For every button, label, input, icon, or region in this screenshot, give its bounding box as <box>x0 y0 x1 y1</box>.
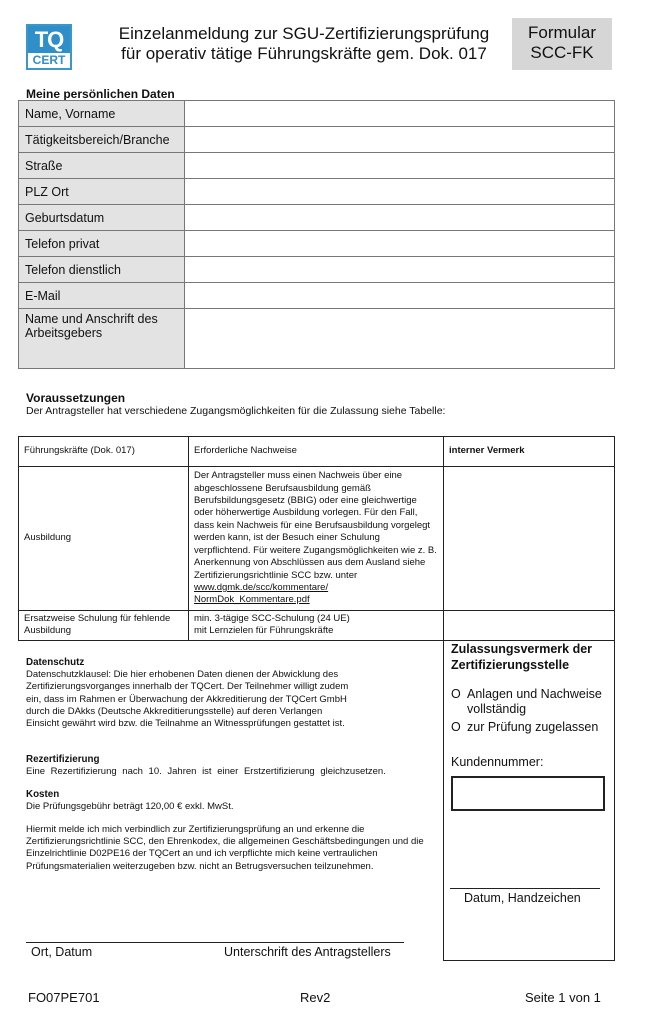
training-line: mit Lernzielen für Führungskräfte <box>194 625 334 637</box>
signature-line[interactable] <box>26 942 404 943</box>
column-header: interner Vermerk <box>444 437 615 467</box>
radio-circle-icon[interactable]: O <box>451 687 461 701</box>
logo-top-text: TQ <box>28 26 70 53</box>
table-row <box>19 153 615 179</box>
requirements-intro: Der Antragsteller hat verschiedene Zugangsmöglichkeiten für die Zulassung siehe Tabelle: <box>26 405 446 417</box>
datenschutz-title: Datenschutz <box>26 657 85 668</box>
personal-data-table <box>18 100 615 369</box>
requirements-title: Voraussetzungen <box>26 391 126 405</box>
option-admitted[interactable] <box>451 720 607 735</box>
field-label: Tätigkeitsbereich/Branche <box>19 127 185 153</box>
datenschutz-text: Datenschutzklausel: Die hier erhobenen Daten dienen der Abwicklung des Zertifizierungsvorganges innerhalb der TQCert. Der Teilnehmer willigt zudem ein, dass im Rahmen er Überwachung der Akkreditierung der TQCert GmbH durch die DAkks (Deutsche Akkreditierungsstelle) auf deren Verlangen Einsicht gewährt wird bzw. die Teilnahme an Witnessprüfungen gestattet ist. <box>26 669 349 730</box>
logo-bottom-text: CERT <box>32 53 66 67</box>
requirement-text: Der Antragsteller muss einen Nachweis über eine abgeschlossene Berufsausbildung gemäß Berufsbildungsgesetz (BBIG) oder eine gleichwertige oder höherwertige Ausbildung vorlegen. Für den Fall, dass kein Nachweis für eine Berufsausbildung vorgelegt werden kann, ist der Besuch einer Schulung verpflichtend. Für weitere Zugangsmöglichkeiten wie z. B. Anerkennung von Abschlüssen aus dem Ausland siehe Zertifizierungsrichtlinie SCC bzw. unter <box>194 470 437 581</box>
field-label: Straße <box>19 153 185 179</box>
page-number: Seite 1 von 1 <box>525 990 601 1005</box>
column-header: Führungskräfte (Dok. 017) <box>19 437 189 467</box>
datum-handzeichen-label: Datum, Handzeichen <box>464 891 581 905</box>
title-line-1: Einzelanmeldung zur SGU-Zertifizierungsprüfung <box>118 24 490 43</box>
option-complete-label: Anlagen und Nachweise vollständig <box>467 687 602 716</box>
table-row <box>19 611 615 641</box>
title-line-2: für operativ tätige Führungskräfte gem. Dok. 017 <box>121 44 487 63</box>
row-text <box>189 467 444 611</box>
datum-line <box>450 888 600 889</box>
kundennummer-label: Kundennummer: <box>451 755 544 769</box>
table-row <box>19 205 615 231</box>
revision: Rev2 <box>300 990 331 1005</box>
employer-field[interactable] <box>185 309 615 369</box>
radio-circle-icon[interactable]: O <box>451 720 461 734</box>
phone-private-field[interactable] <box>185 231 615 257</box>
table-row <box>19 309 615 369</box>
signature-label: Unterschrift des Antragstellers <box>224 945 391 959</box>
rezert-text: Eine Rezertifizierung nach 10. Jahren ist einer Erstzertifizierung gleichzusetzen. <box>26 766 386 778</box>
table-row <box>19 127 615 153</box>
table-row <box>19 231 615 257</box>
rezert-title: Rezertifizierung <box>26 754 100 765</box>
field-label: PLZ Ort <box>19 179 185 205</box>
kosten-text: Die Prüfungsgebühr beträgt 120,00 € exkl. MwSt. <box>26 801 234 813</box>
kosten-block <box>26 789 440 813</box>
place-date-label: Ort, Datum <box>31 945 93 959</box>
zulassung-title: Zulassungsvermerk der Zertifizierungsstelle <box>451 642 593 672</box>
training-line: min. 3-tägige SCC-Schulung (24 UE) <box>194 613 350 624</box>
kommentare-link[interactable]: www.dgmk.de/scc/kommentare/ NormDok_Kommentare.pdf <box>194 581 329 606</box>
form-title <box>100 24 508 64</box>
declaration-text: Hiermit melde ich mich verbindlich zur Zertifizierungsprüfung an und erkenne die Zertifizierungsrichtlinie SCC, den Ehrenkodex, die allgemeinen Geschäftsbedingungen und die Einzelrichtlinie D02PE16 der TQCert an und ich verpflichte mich keine vertraulichen Prüfungsmaterialien weiterzugeben bzw. nicht an Betrugsversuchen teilzunehmen. <box>26 824 424 872</box>
zip-city-field[interactable] <box>185 179 615 205</box>
table-row <box>19 283 615 309</box>
field-label: Telefon dienstlich <box>19 257 185 283</box>
table-row <box>19 179 615 205</box>
table-row <box>19 467 615 611</box>
personal-section-title: Meine persönlichen Daten <box>26 87 175 101</box>
table-row <box>19 257 615 283</box>
option-admitted-label: zur Prüfung zugelassen <box>467 720 599 734</box>
field-label: E-Mail <box>19 283 185 309</box>
tqcert-logo <box>26 24 72 70</box>
form-id-line-1: Formular <box>527 23 596 42</box>
requirements-table <box>18 436 615 641</box>
birthdate-field[interactable] <box>185 205 615 231</box>
street-field[interactable] <box>185 153 615 179</box>
name-field[interactable] <box>185 101 615 127</box>
zulassung-box <box>443 637 615 961</box>
option-complete[interactable] <box>451 687 607 717</box>
phone-work-field[interactable] <box>185 257 615 283</box>
row-text <box>189 611 444 641</box>
rezert-block <box>26 754 440 778</box>
field-label: Geburtsdatum <box>19 205 185 231</box>
form-code: FO07PE701 <box>28 990 100 1005</box>
internal-note-cell[interactable] <box>444 611 615 641</box>
row-label: Ausbildung <box>19 467 189 611</box>
form-id-line-2: SCC-FK <box>530 43 594 62</box>
field-label: Name, Vorname <box>19 101 185 127</box>
field-label: Telefon privat <box>19 231 185 257</box>
table-row <box>19 101 615 127</box>
internal-note-cell[interactable] <box>444 467 615 611</box>
table-header-row <box>19 437 615 467</box>
form-id-box <box>512 18 612 70</box>
column-header: Erforderliche Nachweise <box>189 437 444 467</box>
email-field[interactable] <box>185 283 615 309</box>
row-label: Ersatzweise Schulung für fehlende Ausbildung <box>19 611 189 641</box>
field-label: Name und Anschrift des Arbeitsgebers <box>19 309 185 369</box>
kosten-title: Kosten <box>26 789 60 800</box>
datenschutz-block <box>26 657 440 730</box>
kundennummer-field[interactable] <box>451 776 605 811</box>
branch-field[interactable] <box>185 127 615 153</box>
